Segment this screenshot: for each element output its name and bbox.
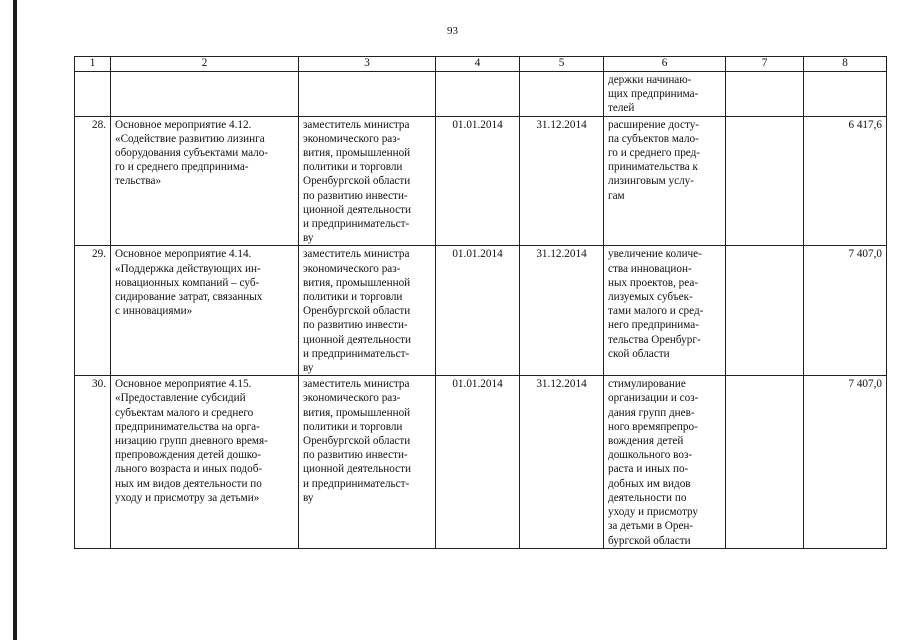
cell-line: экономического раз- [303, 132, 401, 145]
cell-line: ву [303, 232, 314, 245]
column-7-cell [726, 116, 804, 246]
cell-line: по развитию инвести- [303, 189, 408, 202]
cell-line: ства инновацион- [608, 262, 692, 275]
table-cell [804, 72, 887, 117]
result-cell [604, 72, 726, 117]
cell-line: за детьми в Орен- [608, 520, 694, 533]
cell-line: лизинговым услу- [608, 175, 695, 188]
cell-line: бургской области [608, 534, 691, 547]
cell-line: Оренбургской области [303, 305, 411, 318]
cell-line: политики и торговли [303, 161, 403, 174]
amount-cell: 7 407,0 [804, 246, 887, 376]
cell-line: Оренбургской области [303, 175, 411, 188]
cell-line: и предпринимательст- [303, 477, 410, 490]
table-cell [111, 72, 299, 117]
cell-line: льного возраста и иных подоб- [115, 463, 263, 476]
cell-line: го и среднего пред- [608, 147, 701, 160]
activity-name-cell [111, 246, 299, 376]
cell-line: Основное мероприятие 4.15. [115, 378, 252, 391]
cell-line: вития, промышленной [303, 147, 411, 160]
cell-line: вождения детей [608, 435, 684, 448]
cell-line: го и среднего предпринима- [115, 161, 249, 174]
cell-line: низацию групп дневного время- [115, 435, 268, 448]
cell-line: ской области [608, 347, 670, 360]
cell-line: расширение досту- [608, 118, 700, 131]
cell-line: ву [303, 491, 314, 504]
amount-cell: 6 417,6 [804, 116, 887, 246]
result-cell [604, 376, 726, 548]
table-cell [520, 72, 604, 117]
result-cell [604, 116, 726, 246]
amount-cell: 7 407,0 [804, 376, 887, 548]
cell-line: па субъектов мало- [608, 132, 699, 145]
end-date: 31.12.2014 [520, 246, 604, 376]
start-date: 01.01.2014 [436, 246, 520, 376]
header-cell: 1 [75, 57, 111, 72]
cell-line: дошкольного воз- [608, 449, 693, 462]
column-7-cell [726, 376, 804, 548]
cell-line: гам [608, 189, 625, 202]
cell-line: сидирование затрат, связанных [115, 291, 263, 304]
cell-line: тельства Оренбург- [608, 333, 701, 346]
cell-line: телей [608, 102, 635, 115]
cell-line: ционной деятельности [303, 203, 411, 216]
cell-line: ных им видов деятельности по [115, 477, 262, 490]
end-date: 31.12.2014 [520, 376, 604, 548]
activity-name-cell [111, 116, 299, 246]
cell-line: оборудования субъектами мало- [115, 147, 269, 160]
cell-line: новационных компаний – суб- [115, 276, 260, 289]
cell-line: Основное мероприятие 4.12. [115, 118, 252, 131]
table-cell [75, 72, 111, 117]
column-7-cell [726, 246, 804, 376]
table-cell [726, 72, 804, 117]
cell-line: лизуемых субъек- [608, 291, 693, 304]
cell-line: вития, промышленной [303, 276, 411, 289]
row-number: 28. [75, 116, 111, 246]
table-cell [299, 72, 436, 117]
cell-line: уходу и присмотру [608, 506, 699, 519]
cell-line: заместитель министра [303, 248, 410, 261]
cell-line: тельства» [115, 175, 162, 188]
cell-line: ных проектов, реа- [608, 276, 699, 289]
cell-line: по развитию инвести- [303, 449, 408, 462]
header-cell: 3 [299, 57, 436, 72]
activity-name-cell [111, 376, 299, 548]
header-cell: 5 [520, 57, 604, 72]
cell-line: экономического раз- [303, 262, 401, 275]
cell-line: стимулирование [608, 378, 686, 391]
cell-line: увеличение количе- [608, 248, 702, 261]
result-cell [604, 246, 726, 376]
table-cell [436, 72, 520, 117]
row-number: 29. [75, 246, 111, 376]
cell-line: экономического раз- [303, 392, 401, 405]
header-cell: 2 [111, 57, 299, 72]
continuation-row [75, 72, 887, 117]
cell-line: субъектам малого и среднего [115, 406, 254, 419]
cell-line: политики и торговли [303, 420, 403, 433]
cell-line: по развитию инвести- [303, 319, 408, 332]
responsible-cell [299, 376, 436, 548]
cell-line: предпринимательства на орга- [115, 420, 260, 433]
cell-line: и предпринимательст- [303, 218, 410, 231]
page-number: 93 [447, 25, 458, 37]
table-row [75, 116, 887, 246]
responsible-cell [299, 246, 436, 376]
cell-line: «Поддержка действующих ин- [115, 262, 261, 275]
cell-line: ционной деятельности [303, 463, 411, 476]
start-date: 01.01.2014 [436, 376, 520, 548]
cell-line: принимательства к [608, 161, 698, 174]
header-cell: 7 [726, 57, 804, 72]
cell-line: деятельности по [608, 491, 687, 504]
cell-line: «Предоставление субсидий [115, 392, 246, 405]
cell-line: него предпринима- [608, 319, 699, 332]
cell-line: ного времяпрепро- [608, 420, 698, 433]
cell-line: Оренбургской области [303, 435, 411, 448]
cell-line: вития, промышленной [303, 406, 411, 419]
cell-line: политики и торговли [303, 291, 403, 304]
cell-line: и предпринимательст- [303, 347, 410, 360]
cell-line: Основное мероприятие 4.14. [115, 248, 252, 261]
header-cell: 8 [804, 57, 887, 72]
cell-line: препровождения детей дошко- [115, 449, 261, 462]
row-number: 30. [75, 376, 111, 548]
cell-line: с инновациями» [115, 305, 193, 318]
responsible-cell [299, 116, 436, 246]
cell-line: заместитель министра [303, 118, 410, 131]
activities-table [74, 56, 887, 549]
cell-line: держки начинаю- [608, 74, 692, 86]
cell-line: организации и соз- [608, 392, 699, 405]
scan-left-edge [13, 0, 17, 640]
cell-line: тами малого и сред- [608, 305, 704, 318]
cell-line: дания групп днев- [608, 406, 695, 419]
cell-line: добных им видов [608, 477, 691, 490]
header-cell: 6 [604, 57, 726, 72]
cell-line: заместитель министра [303, 378, 410, 391]
table-row [75, 246, 887, 376]
cell-line: ву [303, 362, 314, 375]
cell-line: «Содействие развитию лизинга [115, 132, 265, 145]
table-header-row [75, 57, 887, 72]
table-row [75, 376, 887, 548]
cell-line: уходу и присмотру за детьми» [115, 491, 260, 504]
header-cell: 4 [436, 57, 520, 72]
end-date: 31.12.2014 [520, 116, 604, 246]
start-date: 01.01.2014 [436, 116, 520, 246]
cell-line: раста и иных по- [608, 463, 689, 476]
cell-line: ционной деятельности [303, 333, 411, 346]
cell-line: щих предпринима- [608, 88, 699, 101]
